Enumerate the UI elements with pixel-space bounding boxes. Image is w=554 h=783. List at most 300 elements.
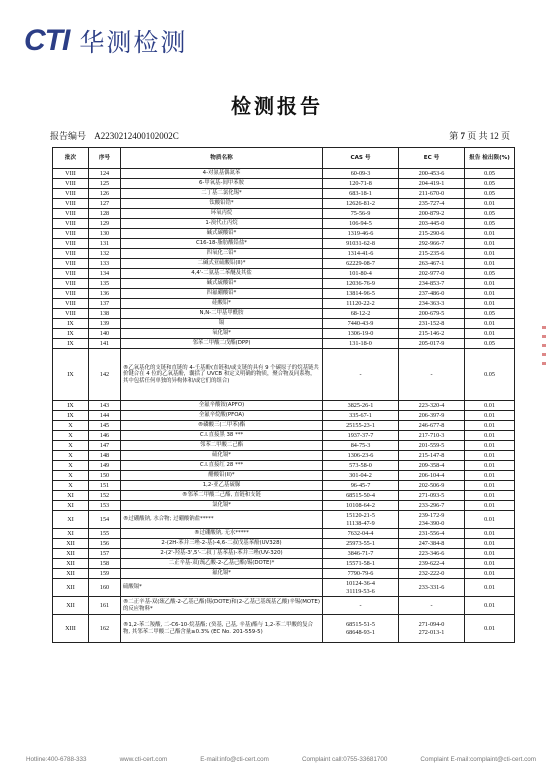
cell-number: 135: [89, 279, 121, 289]
cell-number: 162: [89, 615, 121, 643]
cell-limit: 0.01: [465, 461, 515, 471]
cell-batch: IX: [53, 329, 89, 339]
cell-substance-name: 钛酸铅锆*: [121, 199, 323, 209]
report-number: [50, 129, 179, 142]
cell-batch: X: [53, 461, 89, 471]
table-row: [53, 491, 515, 501]
cell-ec: 247-384-8: [399, 539, 465, 549]
cell-number: 156: [89, 539, 121, 549]
cell-cas: 3825-26-1: [323, 401, 399, 411]
table-row: [53, 229, 515, 239]
cell-cas: 11120-22-2: [323, 299, 399, 309]
cell-ec: 201-559-5: [399, 441, 465, 451]
cell-batch: VIII: [53, 259, 89, 269]
cell-substance-name: 硫酸镉*: [121, 579, 323, 597]
cell-ec: 206-397-9: [399, 411, 465, 421]
cell-ec: 209-358-4: [399, 461, 465, 471]
cell-batch: VIII: [53, 169, 89, 179]
cell-batch: X: [53, 431, 89, 441]
cell-batch: VIII: [53, 189, 89, 199]
cell-batch: XI: [53, 491, 89, 501]
cell-ec: 200-679-5: [399, 309, 465, 319]
cell-substance-name: ®过硼酸钠, 水合物; 过硼酸钠盐*****: [121, 511, 323, 529]
cell-cas: 12036-76-9: [323, 279, 399, 289]
cell-substance-name: C16-18-脂肪酸铅盐*: [121, 239, 323, 249]
cell-limit: 0.01: [465, 569, 515, 579]
cell-limit: 0.05: [465, 169, 515, 179]
cell-substance-name: C.I.直接黑 38 ***: [121, 431, 323, 441]
cell-batch: VIII: [53, 309, 89, 319]
page-current: 7: [460, 131, 465, 141]
table-row: [53, 441, 515, 451]
table-row: [53, 481, 515, 491]
cell-ec: 215-146-2: [399, 329, 465, 339]
cell-cas: 12626-81-2: [323, 199, 399, 209]
table-row: [53, 279, 515, 289]
cell-limit: 0.01: [465, 597, 515, 615]
table-row: [53, 549, 515, 559]
cell-substance-name: 四氟硼酸铅*: [121, 289, 323, 299]
cell-number: 157: [89, 549, 121, 559]
cell-number: 139: [89, 319, 121, 329]
cell-substance-name: N,N-二甲基甲酰胺: [121, 309, 323, 319]
table-row: [53, 461, 515, 471]
cell-batch: IX: [53, 401, 89, 411]
cell-ec: 215-235-6: [399, 249, 465, 259]
page-footer: [26, 756, 536, 768]
table-row: [53, 169, 515, 179]
header-batch: 批次: [53, 148, 89, 169]
table-row: [53, 579, 515, 597]
cell-limit: 0.05: [465, 189, 515, 199]
table-row: [53, 249, 515, 259]
cell-batch: XIII: [53, 615, 89, 643]
report-meta: [50, 129, 510, 143]
cell-batch: XII: [53, 549, 89, 559]
cell-substance-name: 环氧丙烷: [121, 209, 323, 219]
header-ec: EC 号: [399, 148, 465, 169]
cell-substance-name: 二碱式亚硫酸铅(II)*: [121, 259, 323, 269]
cell-limit: 0.01: [465, 319, 515, 329]
cell-number: 144: [89, 411, 121, 421]
cell-limit: 0.01: [465, 491, 515, 501]
cell-ec: 203-445-0: [399, 219, 465, 229]
report-number-label: 报告编号: [50, 131, 87, 141]
cell-limit: 0.01: [465, 511, 515, 529]
cell-ec: 234-853-7: [399, 279, 465, 289]
cell-number: 158: [89, 559, 121, 569]
cell-number: 159: [89, 569, 121, 579]
cell-cas: 68-12-2: [323, 309, 399, 319]
table-row: [53, 431, 515, 441]
cell-batch: VIII: [53, 219, 89, 229]
cell-batch: VIII: [53, 289, 89, 299]
table-body: [53, 169, 515, 643]
cell-substance-name: ®邻苯二甲酸二己酯, 直链和支链: [121, 491, 323, 501]
cell-batch: VIII: [53, 239, 89, 249]
cell-ec: -: [399, 597, 465, 615]
cell-cas: 68515-51-5 68648-93-1: [323, 615, 399, 643]
cell-cas: -: [323, 597, 399, 615]
cell-ec: 235-727-4: [399, 199, 465, 209]
cell-cas: 1314-41-6: [323, 249, 399, 259]
cell-ec: 239-622-4: [399, 559, 465, 569]
table-row: [53, 269, 515, 279]
cell-ec: 215-290-6: [399, 229, 465, 239]
cell-substance-name: ®1,2-苯二羧酸, 二-C6-10-烷基酯; (癸基, 己基, 辛基)酯与 1,2-苯二甲酸的复合物, 其邻苯二甲酸二己酯含量≥0.3% (EC No. 201-559-5): [121, 615, 323, 643]
cell-number: 138: [89, 309, 121, 319]
cell-ec: 239-172-9 234-390-0: [399, 511, 465, 529]
cell-cas: 683-18-1: [323, 189, 399, 199]
cell-limit: 0.01: [465, 299, 515, 309]
cell-number: 153: [89, 501, 121, 511]
cell-batch: X: [53, 421, 89, 431]
cell-cas: 25973-55-1: [323, 539, 399, 549]
table-row: [53, 319, 515, 329]
cell-cas: 3846-71-7: [323, 549, 399, 559]
substance-table: [52, 147, 515, 643]
table-row: [53, 511, 515, 529]
cell-substance-name: 碱式硫酸铅*: [121, 279, 323, 289]
cell-cas: 15120-21-5 11138-47-9: [323, 511, 399, 529]
page-prefix: 第: [449, 131, 459, 141]
table-row: [53, 259, 515, 269]
header-substance: 物质名称: [121, 148, 323, 169]
table-row: [53, 615, 515, 643]
cell-ec: 223-346-6: [399, 549, 465, 559]
cell-cas: 96-45-7: [323, 481, 399, 491]
cell-number: 140: [89, 329, 121, 339]
cell-substance-name: 氯化镉*: [121, 501, 323, 511]
cell-substance-name: 碱式碳酸铅*: [121, 229, 323, 239]
cell-limit: 0.01: [465, 199, 515, 209]
cell-batch: XII: [53, 597, 89, 615]
cell-number: 152: [89, 491, 121, 501]
cell-substance-name: 镉: [121, 319, 323, 329]
cell-ec: 237-486-0: [399, 289, 465, 299]
cell-number: 132: [89, 249, 121, 259]
table-row: [53, 451, 515, 461]
cell-number: 146: [89, 431, 121, 441]
table-row: [53, 401, 515, 411]
cell-batch: VIII: [53, 199, 89, 209]
cell-ec: 223-320-4: [399, 401, 465, 411]
cell-batch: XII: [53, 569, 89, 579]
cell-cas: 60-09-3: [323, 169, 399, 179]
cell-limit: 0.01: [465, 539, 515, 549]
cell-limit: 0.01: [465, 279, 515, 289]
cell-limit: 0.01: [465, 411, 515, 421]
edge-seal-mark: [540, 320, 548, 440]
cell-limit: 0.05: [465, 339, 515, 349]
cell-limit: 0.01: [465, 431, 515, 441]
table-row: [53, 539, 515, 549]
cell-substance-name: 邻苯二甲酸二己酯: [121, 441, 323, 451]
company-logo: [24, 24, 187, 58]
cell-number: 150: [89, 471, 121, 481]
cell-substance-name: 全氟辛酸铵(APFO): [121, 401, 323, 411]
cell-ec: 292-966-7: [399, 239, 465, 249]
cell-substance-name: 二丁基二氯化锡*: [121, 189, 323, 199]
table-row: [53, 501, 515, 511]
logo-cti-text: CTI: [24, 24, 70, 57]
cell-batch: XII: [53, 579, 89, 597]
page-suffix: 页: [500, 131, 510, 141]
table-row: [53, 471, 515, 481]
cell-substance-name: 1-溴代正丙烷: [121, 219, 323, 229]
cell-number: 151: [89, 481, 121, 491]
cell-ec: -: [399, 349, 465, 401]
cell-limit: 0.01: [465, 549, 515, 559]
cell-substance-name: 硫化镉*: [121, 451, 323, 461]
cell-limit: 0.01: [465, 529, 515, 539]
page-total: 12: [489, 131, 499, 141]
table-row: [53, 179, 515, 189]
cell-cas: 10124-36-4 31119-53-6: [323, 579, 399, 597]
cell-batch: VIII: [53, 279, 89, 289]
cell-substance-name: 四氧化三铅*: [121, 249, 323, 259]
cell-limit: 0.01: [465, 239, 515, 249]
header-limit: 报告 检出限(%): [465, 148, 515, 169]
cell-cas: 62229-08-7: [323, 259, 399, 269]
cell-batch: VIII: [53, 209, 89, 219]
footer-email: E-mail:info@cti-cert.com: [200, 756, 269, 763]
cell-substance-name: ®二正辛基-双(巯乙酸-2-乙基己酯)锡(DOTE)和(2-乙基己基巯基乙酸)辛锡(MOTE)的反应物料*: [121, 597, 323, 615]
cell-cas: 68515-50-4: [323, 491, 399, 501]
cell-batch: XI: [53, 501, 89, 511]
cell-number: 128: [89, 209, 121, 219]
cell-limit: 0.01: [465, 259, 515, 269]
cell-limit: 0.05: [465, 209, 515, 219]
cell-number: 134: [89, 269, 121, 279]
cell-number: 141: [89, 339, 121, 349]
cell-batch: IX: [53, 411, 89, 421]
cell-batch: IX: [53, 349, 89, 401]
cell-number: 130: [89, 229, 121, 239]
cell-limit: 0.01: [465, 579, 515, 597]
cell-substance-name: 4,4'-二氨基二苯醚及其盐: [121, 269, 323, 279]
cell-substance-name: 2-(2'-羟基-3',5'-二叔丁基苯基)-苯并三唑(UV-320): [121, 549, 323, 559]
cell-batch: VIII: [53, 229, 89, 239]
cell-cas: 1937-37-7: [323, 431, 399, 441]
cell-batch: XII: [53, 539, 89, 549]
cell-ec: 232-222-0: [399, 569, 465, 579]
cell-number: 147: [89, 441, 121, 451]
cell-ec: 271-093-5: [399, 491, 465, 501]
table-row: [53, 239, 515, 249]
cell-cas: 13814-96-5: [323, 289, 399, 299]
table-row: [53, 189, 515, 199]
cell-batch: XI: [53, 511, 89, 529]
cell-batch: X: [53, 451, 89, 461]
cell-substance-name: 6-甲氧基-间甲苯胺: [121, 179, 323, 189]
cell-number: 160: [89, 579, 121, 597]
cell-ec: 246-677-8: [399, 421, 465, 431]
cell-ec: 271-094-0 272-013-1: [399, 615, 465, 643]
cell-cas: 91031-62-8: [323, 239, 399, 249]
footer-complaint-email: Complaint E-mail:complaint@cti-cert.com: [420, 756, 536, 763]
header-number: 序号: [89, 148, 121, 169]
cell-ec: 233-296-7: [399, 501, 465, 511]
cell-number: 125: [89, 179, 121, 189]
table-row: [53, 349, 515, 401]
cell-ec: 204-419-1: [399, 179, 465, 189]
cell-limit: 0.05: [465, 349, 515, 401]
cell-substance-name: 硅酸铅*: [121, 299, 323, 309]
cell-number: 137: [89, 299, 121, 309]
cell-batch: IX: [53, 339, 89, 349]
cell-batch: IX: [53, 319, 89, 329]
table-row: [53, 309, 515, 319]
cell-number: 155: [89, 529, 121, 539]
cell-cas: -: [323, 349, 399, 401]
table-row: [53, 209, 515, 219]
cell-cas: 1306-19-0: [323, 329, 399, 339]
cell-cas: 15571-58-1: [323, 559, 399, 569]
cell-number: 126: [89, 189, 121, 199]
table-row: [53, 421, 515, 431]
cell-number: 145: [89, 421, 121, 431]
page-indicator: [449, 129, 510, 142]
cell-number: 142: [89, 349, 121, 401]
cell-ec: 231-152-8: [399, 319, 465, 329]
cell-batch: VIII: [53, 269, 89, 279]
cell-cas: 1319-46-6: [323, 229, 399, 239]
cell-limit: 0.05: [465, 269, 515, 279]
cell-substance-name: 氟化镉*: [121, 569, 323, 579]
cell-substance-name: ®磷酸三(二甲苯)酯: [121, 421, 323, 431]
cell-substance-name: 4-对氨基偶氮苯: [121, 169, 323, 179]
cell-limit: 0.05: [465, 309, 515, 319]
table-row: [53, 329, 515, 339]
cell-cas: 106-94-5: [323, 219, 399, 229]
footer-complaint-call: Complaint call:0755-33681700: [301, 756, 388, 763]
cell-number: 154: [89, 511, 121, 529]
cell-ec: 200-879-2: [399, 209, 465, 219]
cell-number: 161: [89, 597, 121, 615]
cell-substance-name: 2-(2H-苯并三唑-2-基)-4,6-二叔戊基苯酚(UV328): [121, 539, 323, 549]
table-row: [53, 559, 515, 569]
footer-website: www.cti-cert.com: [119, 756, 168, 763]
cell-ec: 211-670-0: [399, 189, 465, 199]
cell-ec: 263-467-1: [399, 259, 465, 269]
footer-hotline: Hotline:400-6788-333: [26, 756, 87, 763]
cell-substance-name: 醋酸铅(II)*: [121, 471, 323, 481]
logo-chinese-text: 华测检测: [79, 28, 188, 57]
table-row: [53, 199, 515, 209]
cell-limit: 0.01: [465, 289, 515, 299]
cell-batch: XI: [53, 529, 89, 539]
cell-cas: 25155-23-1: [323, 421, 399, 431]
cell-limit: 0.01: [465, 249, 515, 259]
cell-substance-name: ®乙氧基化的支链和直链的 4-壬基酚(直链和/或支链的具有 9 个碳原子的烷基链共价键合在 4 位的乙氧基酚，囊括了 UVCB 和定义明确的物质，聚合物及同系物，其中包括任何单独的异构体和/或它们的组合): [121, 349, 323, 401]
cell-limit: 0.01: [465, 401, 515, 411]
cell-limit: 0.01: [465, 471, 515, 481]
cell-ec: 200-453-6: [399, 169, 465, 179]
cell-limit: 0.01: [465, 481, 515, 491]
cell-ec: 215-147-8: [399, 451, 465, 461]
cell-substance-name: C.I.直接红 28 ***: [121, 461, 323, 471]
cell-ec: 231-556-4: [399, 529, 465, 539]
cell-ec: 233-331-6: [399, 579, 465, 597]
cell-cas: 335-67-1: [323, 411, 399, 421]
cell-batch: X: [53, 471, 89, 481]
cell-number: 131: [89, 239, 121, 249]
cell-ec: 217-710-3: [399, 431, 465, 441]
cell-substance-name: 全氟辛烷酸(PFOA): [121, 411, 323, 421]
cell-batch: VIII: [53, 299, 89, 309]
cell-cas: 10108-64-2: [323, 501, 399, 511]
cell-limit: 0.01: [465, 329, 515, 339]
cell-cas: 75-56-9: [323, 209, 399, 219]
table-row: [53, 219, 515, 229]
cell-ec: 206-104-4: [399, 471, 465, 481]
cell-limit: 0.01: [465, 441, 515, 451]
cell-cas: 131-18-0: [323, 339, 399, 349]
cell-cas: 301-04-2: [323, 471, 399, 481]
cell-cas: 573-58-0: [323, 461, 399, 471]
table-row: [53, 411, 515, 421]
cell-number: 149: [89, 461, 121, 471]
table-row: [53, 289, 515, 299]
table-row: [53, 339, 515, 349]
cell-limit: 0.01: [465, 615, 515, 643]
cell-batch: X: [53, 441, 89, 451]
cell-cas: 120-71-8: [323, 179, 399, 189]
cell-cas: 7632-04-4: [323, 529, 399, 539]
page-mid: 页 共: [467, 131, 488, 141]
cell-limit: 0.05: [465, 219, 515, 229]
cell-batch: X: [53, 481, 89, 491]
table-row: [53, 597, 515, 615]
cell-number: 143: [89, 401, 121, 411]
cell-limit: 0.01: [465, 229, 515, 239]
cell-substance-name: ®过硼酸钠, 无水*****: [121, 529, 323, 539]
cell-ec: 202-977-0: [399, 269, 465, 279]
cell-substance-name: 二正辛基-双(巯乙酸-2-乙基己酯)锡(DOTE)*: [121, 559, 323, 569]
cell-ec: 234-363-3: [399, 299, 465, 309]
cell-ec: 202-506-9: [399, 481, 465, 491]
cell-limit: 0.01: [465, 501, 515, 511]
cell-limit: 0.01: [465, 559, 515, 569]
cell-ec: 205-017-9: [399, 339, 465, 349]
table-header-row: [53, 148, 515, 169]
table-row: [53, 529, 515, 539]
cell-number: 129: [89, 219, 121, 229]
cell-number: 127: [89, 199, 121, 209]
cell-cas: 7790-79-6: [323, 569, 399, 579]
cell-limit: 0.01: [465, 451, 515, 461]
cell-number: 136: [89, 289, 121, 299]
header-cas: CAS 号: [323, 148, 399, 169]
cell-substance-name: 邻苯二甲酸二戊酯(DPP): [121, 339, 323, 349]
cell-limit: 0.05: [465, 179, 515, 189]
cell-cas: 1306-23-6: [323, 451, 399, 461]
cell-cas: 7440-43-9: [323, 319, 399, 329]
cell-batch: VIII: [53, 179, 89, 189]
cell-number: 148: [89, 451, 121, 461]
page-title: 检测报告: [231, 94, 323, 118]
cell-number: 133: [89, 259, 121, 269]
cell-cas: 84-75-3: [323, 441, 399, 451]
cell-cas: 101-80-4: [323, 269, 399, 279]
table-row: [53, 569, 515, 579]
cell-batch: VIII: [53, 249, 89, 259]
cell-number: 124: [89, 169, 121, 179]
cell-substance-name: 氧化镉*: [121, 329, 323, 339]
cell-batch: XII: [53, 559, 89, 569]
cell-limit: 0.01: [465, 421, 515, 431]
